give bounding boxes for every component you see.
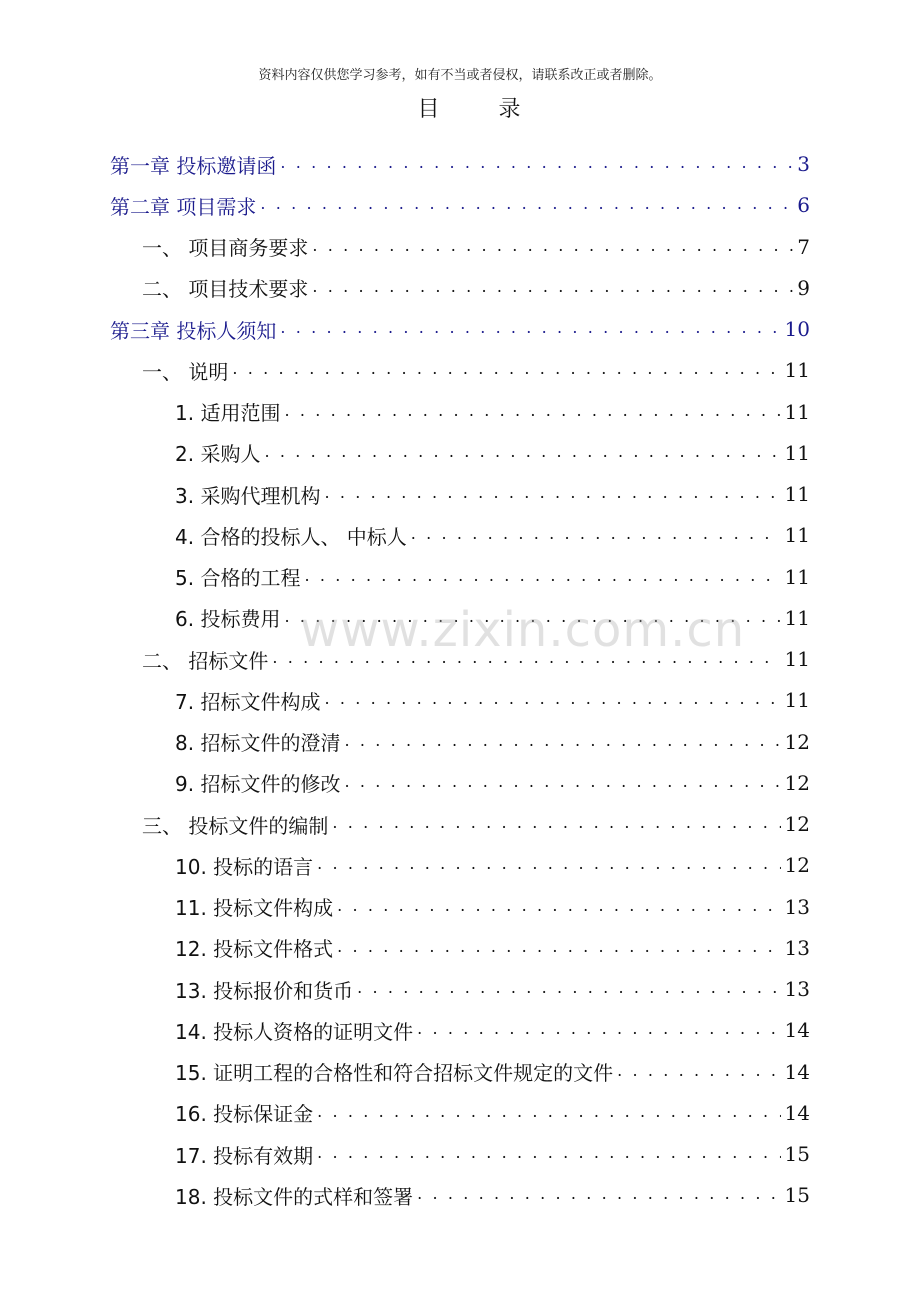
toc-dot-leader	[304, 567, 780, 587]
toc-entry-label: 17. 投标有效期	[175, 1143, 314, 1168]
toc-entry-label: 二、 项目技术要求	[142, 277, 309, 302]
toc-entry-label: 第二章 项目需求	[110, 194, 257, 219]
toc-entry[interactable]	[142, 352, 810, 388]
toc-dot-leader	[264, 443, 780, 463]
toc-entry-label: 1. 适用范围	[175, 401, 281, 425]
toc-page-number: 14	[784, 1100, 810, 1125]
toc-entry[interactable]	[110, 311, 810, 347]
toc-entry-label: 2. 采购人	[175, 442, 261, 467]
toc-entry[interactable]	[175, 1054, 810, 1090]
toc-entry[interactable]	[175, 394, 810, 430]
toc-page-number: 14	[784, 1018, 810, 1043]
toc-page-number: 11	[784, 440, 810, 465]
toc-dot-leader	[324, 690, 780, 710]
toc-page-number: 11	[784, 564, 810, 589]
toc-dot-leader	[312, 278, 793, 298]
toc-entry-label: 8. 招标文件的澄清	[175, 731, 341, 755]
toc-entry[interactable]	[175, 1136, 810, 1172]
toc-entry-label: 5. 合格的工程	[175, 566, 301, 590]
toc-dot-leader	[417, 1020, 780, 1040]
toc-page-number: 11	[784, 482, 810, 506]
toc-page-number: 13	[784, 894, 810, 919]
toc-entry-label: 6. 投标费用	[175, 607, 281, 632]
toc-entry-label: 14. 投标人资格的证明文件	[175, 1019, 414, 1044]
toc-entry-label: 三、 投标文件的编制	[142, 813, 329, 838]
toc-page-number: 12	[784, 770, 810, 795]
toc-page-number: 10	[784, 317, 810, 341]
toc-entry[interactable]	[110, 187, 810, 223]
toc-entry-label: 二、 招标文件	[142, 648, 269, 673]
toc-entry[interactable]	[110, 146, 810, 182]
toc-entry-label: 一、 项目商务要求	[142, 236, 309, 260]
toc-page-number: 13	[784, 977, 810, 1001]
toc-dot-leader	[337, 897, 780, 917]
toc-entry[interactable]	[175, 765, 810, 801]
toc-dot-leader	[344, 773, 780, 793]
toc-page-number: 15	[784, 1183, 810, 1208]
toc-dot-leader	[280, 319, 780, 339]
toc-entry-label: 7. 招标文件构成	[175, 689, 321, 714]
toc-entry[interactable]	[175, 847, 810, 883]
toc-entry[interactable]	[142, 806, 810, 842]
toc-dot-leader	[280, 154, 793, 174]
toc-entry[interactable]	[175, 724, 810, 760]
toc-page-number: 11	[784, 605, 810, 630]
toc-entry[interactable]	[175, 517, 810, 553]
toc-entry-label: 18. 投标文件的式样和签署	[175, 1184, 414, 1209]
toc-entry[interactable]	[175, 435, 810, 471]
toc-entry-label: 第一章 投标邀请函	[110, 153, 277, 178]
toc-entry-label: 13. 投标报价和货币	[175, 978, 354, 1003]
toc-entry[interactable]	[175, 1012, 810, 1048]
toc-dot-leader	[317, 1103, 780, 1123]
toc-entry[interactable]	[175, 682, 810, 718]
toc-dot-leader	[317, 1144, 780, 1164]
toc-page-number: 14	[784, 1059, 810, 1084]
toc-entry-label: 第三章 投标人须知	[110, 318, 277, 343]
toc-page-number: 11	[784, 358, 810, 383]
disclaimer-text: 资料内容仅供您学习参考，如有不当或者侵权，请联系改正或者删除。	[258, 68, 662, 83]
toc-entry[interactable]	[175, 1095, 810, 1131]
toc-dot-leader	[260, 195, 793, 215]
toc-entry-label: 12. 投标文件格式	[175, 937, 334, 962]
toc-dot-leader	[357, 979, 780, 999]
watermark: www.zixin.com.cn	[300, 602, 746, 658]
toc-page-number: 11	[784, 647, 810, 671]
toc-page-number: 13	[784, 935, 810, 960]
toc-dot-leader	[344, 732, 780, 752]
toc-entry-label: 一、 说明	[142, 359, 229, 384]
toc-entry[interactable]	[142, 229, 810, 265]
toc-title: 目 录	[417, 97, 547, 122]
toc-page-number: 6	[797, 193, 810, 218]
toc-entry[interactable]	[175, 971, 810, 1007]
toc-entry[interactable]	[175, 889, 810, 925]
toc-page-number: 7	[797, 234, 810, 259]
toc-dot-leader	[411, 525, 781, 545]
toc-page-number: 11	[784, 523, 810, 548]
toc-entry-label: 9. 招标文件的修改	[175, 772, 341, 797]
toc-dot-leader	[312, 237, 793, 257]
toc-dot-leader	[324, 484, 780, 504]
toc-page-number: 11	[784, 688, 810, 713]
toc-entry-label: 10. 投标的语言	[175, 854, 314, 879]
toc-page-number: 12	[784, 853, 810, 878]
toc-page-number: 3	[797, 152, 810, 176]
toc-entry-label: 11. 投标文件构成	[175, 896, 334, 920]
toc-dot-leader	[332, 814, 780, 834]
toc-dot-leader	[232, 360, 780, 380]
toc-entry[interactable]	[175, 930, 810, 966]
toc-dot-leader	[317, 855, 780, 875]
toc-entry-label: 4. 合格的投标人、 中标人	[175, 524, 407, 549]
toc-page-number: 12	[784, 812, 810, 836]
toc-dot-leader	[417, 1185, 780, 1205]
toc-entry-label: 16. 投标保证金	[175, 1102, 314, 1127]
toc-entry[interactable]	[142, 270, 810, 306]
toc-dot-leader	[284, 402, 780, 422]
toc-entry[interactable]	[175, 1177, 810, 1213]
toc-page-number: 15	[784, 1142, 810, 1166]
toc-page-number: 9	[797, 275, 810, 300]
toc-dot-leader	[337, 938, 780, 958]
toc-page-number: 12	[784, 729, 810, 754]
toc-entry[interactable]	[175, 559, 810, 595]
toc-dot-leader	[617, 1062, 780, 1082]
toc-entry-label: 3. 采购代理机构	[175, 483, 321, 508]
toc-entry-label: 15. 证明工程的合格性和符合招标文件规定的文件	[175, 1061, 614, 1085]
toc-entry[interactable]	[175, 476, 810, 512]
toc-page-number: 11	[784, 399, 810, 424]
